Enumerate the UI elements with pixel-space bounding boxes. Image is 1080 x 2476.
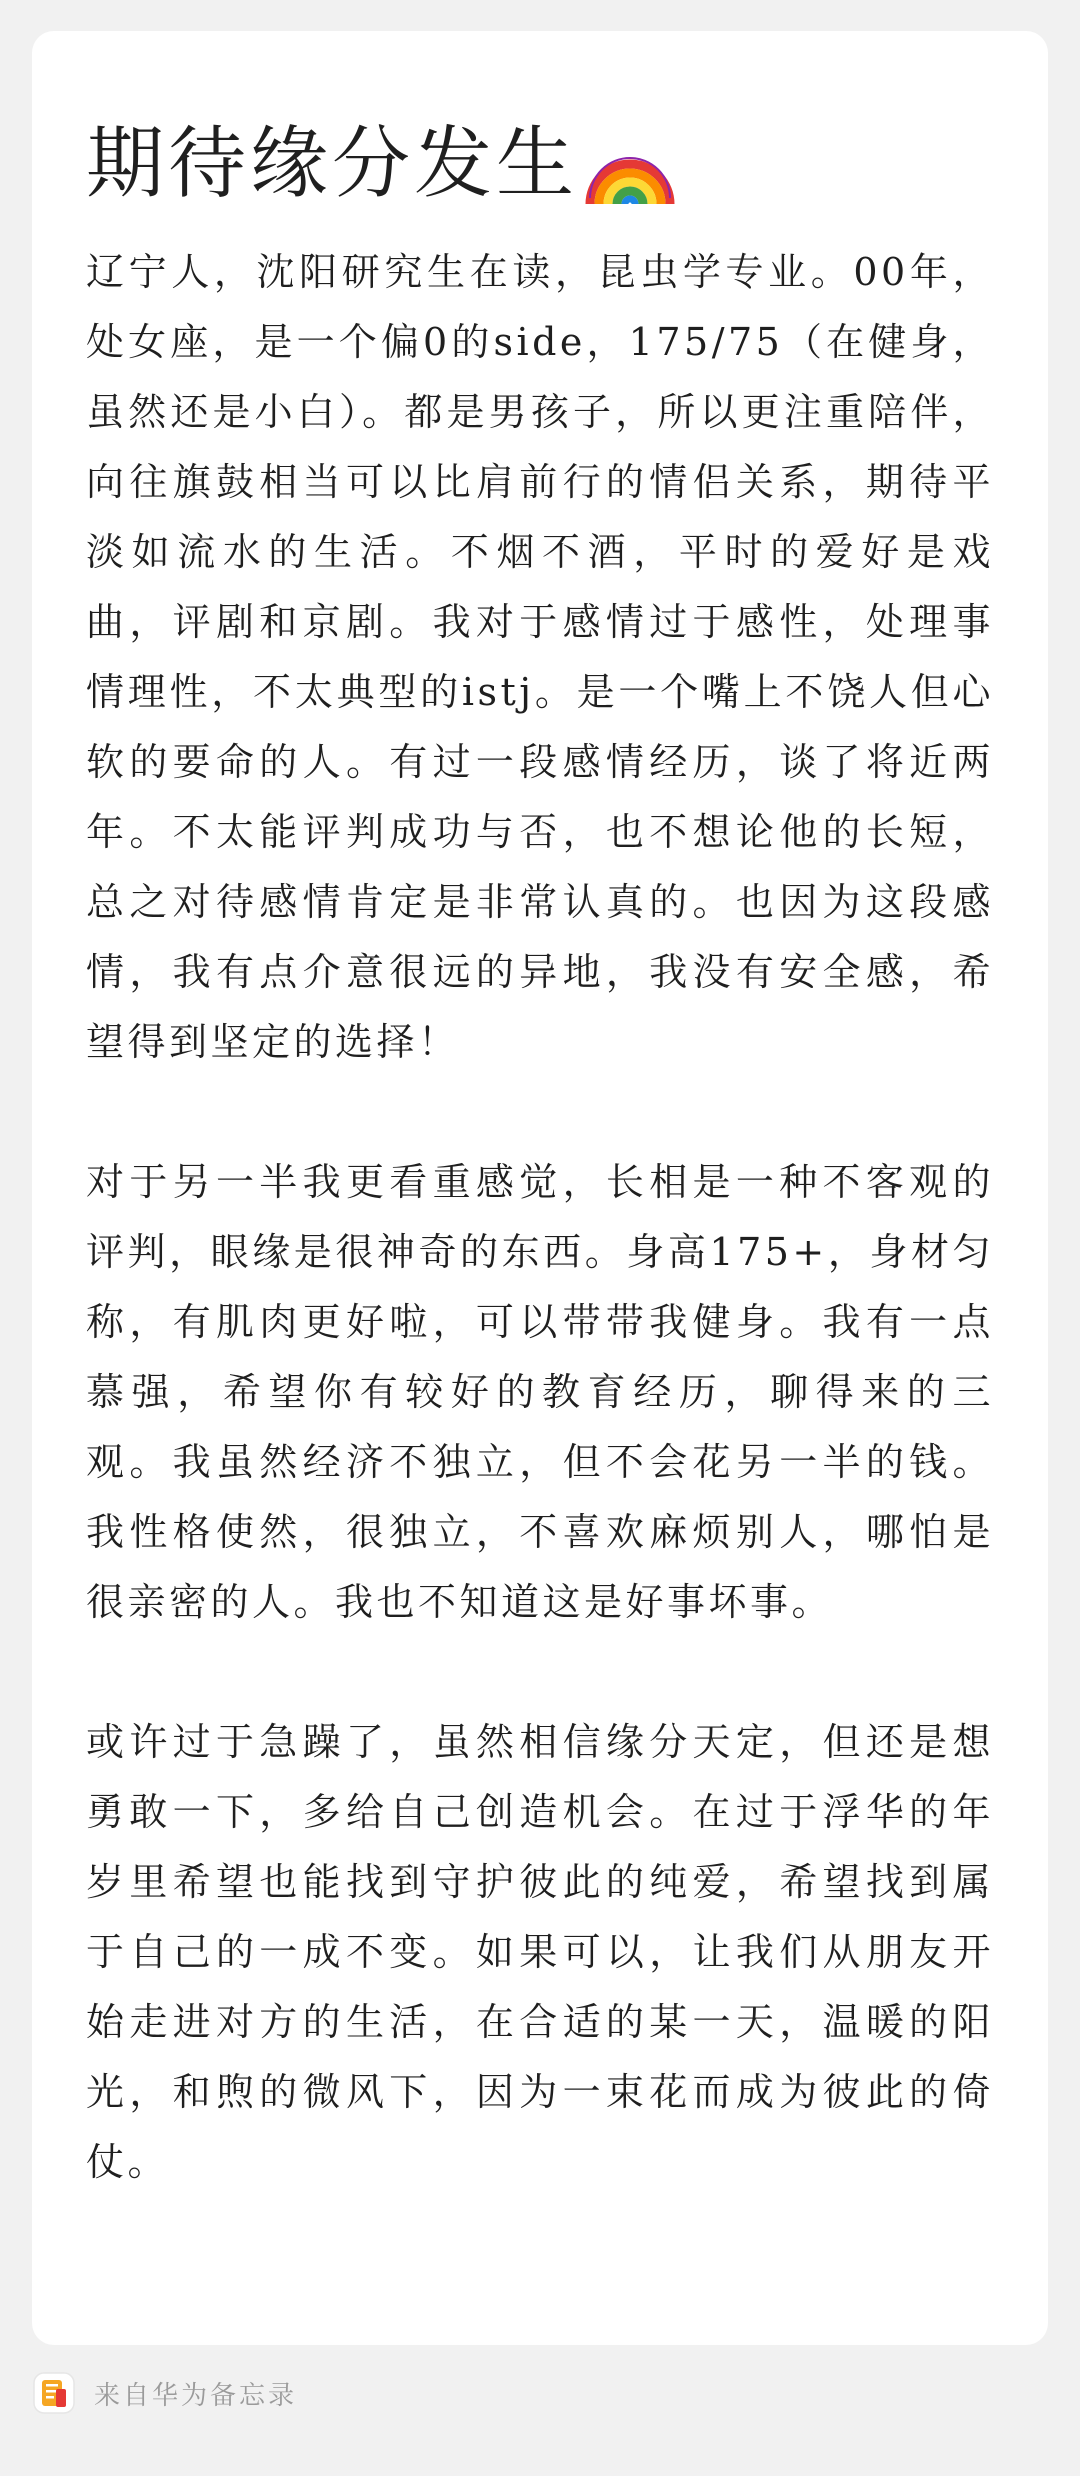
paragraph-spacer (86, 1077, 994, 1147)
note-title: 期待缘分发生 (86, 119, 579, 209)
note-title-row (86, 109, 994, 219)
memo-app-icon (32, 2371, 76, 2415)
note-paragraph-1: 辽宁人，沈阳研究生在读，昆虫学专业。00年，处女座，是一个偏0的side，175/75（在健身，虽然还是小白）。都是男孩子，所以更注重陪伴，向往旗鼓相当可以比肩前行的情侣关系，期待平淡如流水的生活。不烟不酒，平时的爱好是戏曲，评剧和京剧。我对于感情过于感性，处理事情理性，不太典型的istj。是一个嘴上不饶人但心软的要命的人。有过一段感情经历，谈了将近两年。不太能评判成功与否，也不想论他的长短，总之对待感情肯定是非常认真的。也因为这段感情，我有点介意很远的异地，我没有安全感，希望得到坚定的选择！ (86, 250, 994, 1064)
paragraph-spacer (86, 1637, 994, 1707)
footer-source-text: 来自华为备忘录 (94, 2380, 298, 2411)
note-paragraph-3: 或许过于急躁了，虽然相信缘分天定，但还是想勇敢一下，多给自己创造机会。在过于浮华的年岁里希望也能找到守护彼此的纯爱，希望找到属于自己的一成不变。如果可以，让我们从朋友开始走进对方的生活，在合适的某一天，温暖的阳光，和煦的微风下，因为一束花而成为彼此的倚仗。 (86, 1720, 994, 2184)
note-card (32, 31, 1048, 2345)
rainbow-icon (584, 118, 676, 210)
footer-attribution (32, 2365, 297, 2421)
note-paragraph-2: 对于另一半我更看重感觉，长相是一种不客观的评判，眼缘是很神奇的东西。身高175+，身材匀称，有肌肉更好啦，可以带带我健身。我有一点慕强，希望你有较好的教育经历，聊得来的三观。我虽然经济不独立，但不会花另一半的钱。我性格使然，很独立，不喜欢麻烦别人，哪怕是很亲密的人。我也不知道这是好事坏事。 (86, 1160, 994, 1624)
